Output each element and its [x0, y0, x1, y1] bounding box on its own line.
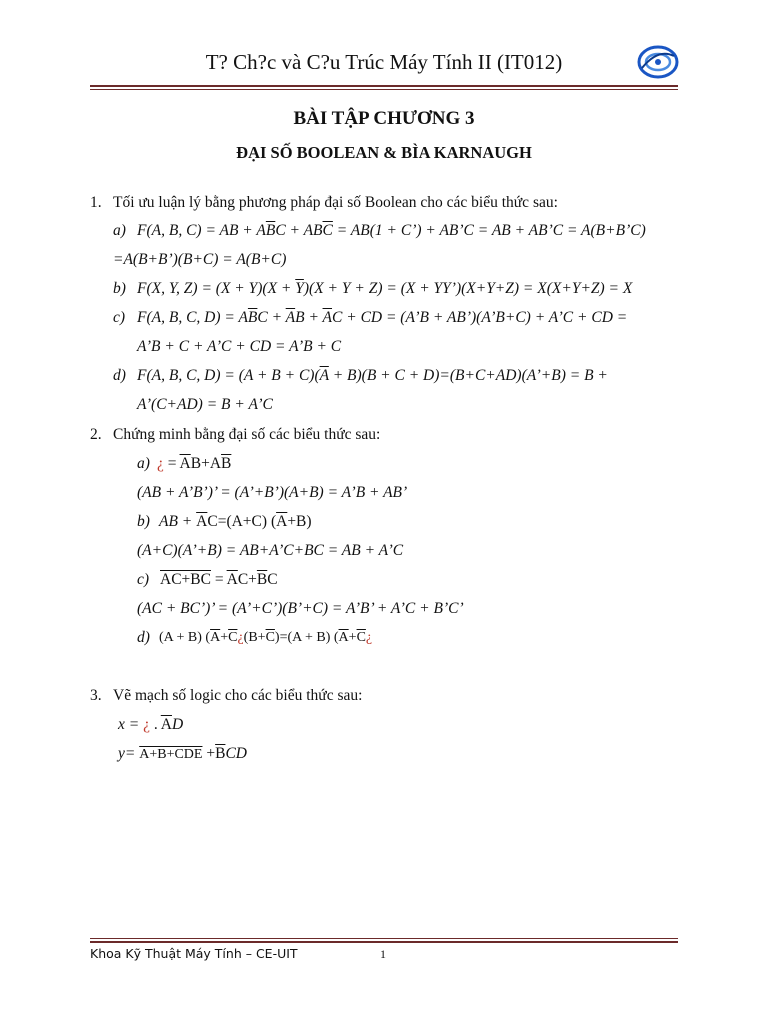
section-3-heading: Vẽ mạch số logic cho các biểu thức sau:: [113, 687, 363, 704]
s1-d-continuation: A’(C+AD) = B + A’C: [137, 396, 273, 413]
footer-department: Khoa Kỹ Thuật Máy Tính – CE-UIT: [90, 946, 298, 961]
university-logo-icon: [636, 44, 680, 80]
chapter-subtitle: ĐẠI SỐ BOOLEAN & BÌA KARNAUGH: [236, 143, 532, 162]
s1-c-expression: F(A, B, C, $D) = A\overline{B}C + \overline{A}B + \overline{A}C$ + CD = (A’B + AB’)(A’B+C) + A’C + CD =: [137, 309, 628, 326]
s1-a-continuation: =A(B+B’)(B+C) = A(B+C): [113, 251, 287, 268]
s2-b-expression: AB + $\overline{A}C=(A+C)$ $(\overline{A}+B)$: [159, 513, 312, 530]
s1-c-continuation: A’B + C + A’C + CD = A’B + C: [137, 338, 342, 355]
s1-c-label: c): [113, 309, 126, 326]
s1-b-expression: F(X, Y, $Z) = (X + Y)(X + \overline{Y})(X + Y + Z) = (X$ + YY’)(X+Y+Z) = X(X+Y+Z) = X: [137, 280, 633, 297]
s2-c-label: c): [137, 571, 150, 588]
page-header-title: T? Ch?c và C?u Trúc Máy Tính II (IT012): [205, 50, 563, 74]
s2-c-proof: (AC + BC’)’ = (A’+C’)(B’+C) = A’B’ + A’C + B’C’: [137, 600, 464, 617]
section-2-heading: Chứng minh bằng đại số các biểu thức sau:: [113, 426, 381, 443]
s1-a-expression: F(A, B, C) = AB + $A\overline{B}C + AB\overline{C} = AB(1$ + C’) + AB’C = AB + AB’C = A(B+B’C): [137, 222, 646, 239]
chapter-title: BÀI TẬP CHƯƠNG 3: [293, 108, 475, 129]
s3-y-expression: $y= A+B+CDE +\overline{B}CD$: [118, 745, 247, 762]
section-3-number: 3.: [90, 687, 102, 704]
header-rule: [90, 85, 678, 87]
s3-x-expression: x = ¿ . $\overline{A}D$: [118, 716, 184, 733]
section-2-number: 2.: [90, 426, 102, 443]
s1-a-label: a): [113, 222, 126, 239]
section-1-number: 1.: [90, 194, 102, 211]
s2-d-label: d): [137, 629, 150, 646]
s2-b-label: b): [137, 513, 150, 530]
footer-rule-thin: [90, 938, 678, 939]
footer-page-number: 1: [380, 947, 386, 961]
s1-b-label: b): [113, 280, 126, 297]
section-1-heading: Tối ưu luận lý bằng phương pháp đại số Boolean cho các biểu thức sau:: [113, 194, 558, 211]
s2-b-proof: (A+C)(A’+B) = AB+A’C+BC = AB + A’C: [137, 542, 404, 559]
header-rule-thin: [90, 89, 678, 90]
s2-a-label: a): [137, 455, 150, 472]
s1-d-label: d): [113, 367, 126, 384]
s2-a-proof: (AB + A’B’)’ = (A’+B’)(A+B) = A’B + AB’: [137, 484, 408, 501]
missing-glyph: ¿: [157, 455, 164, 472]
s2-d-expression: (A + B) ($\overline{A}+\overline{C}¿(B+\overline{C})=(A + B)$ ($\overline{A}+\overline{C}¿$: [159, 630, 373, 645]
footer-rule: [90, 941, 678, 943]
s2-a-expression: ¿ = $\overline{A}B+A\overline{B}$: [157, 455, 232, 472]
s1-d-expression: F(A, B, C, $D) = (A + B + C)(\overline{A} + B)(B + C$ + D)=(B+C+AD)(A’+B) = B +: [137, 367, 608, 384]
s2-c-expression: $AC+BC = \overline{A}C+\overline{B}C$: [160, 571, 278, 588]
